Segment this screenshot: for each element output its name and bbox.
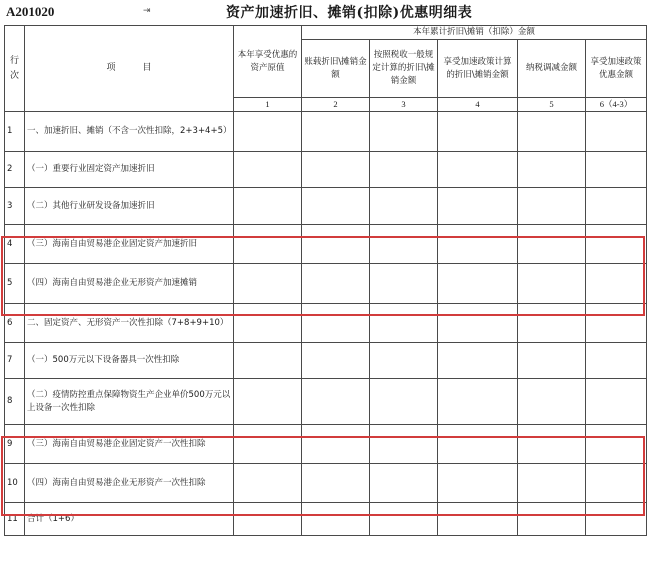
table-row xyxy=(5,343,647,379)
value-cell[interactable] xyxy=(370,343,438,379)
value-cell[interactable] xyxy=(518,112,586,152)
col-index-2: 2 xyxy=(302,98,370,112)
cursor-icon: ⇥ xyxy=(143,6,151,16)
row-number: 2 xyxy=(5,152,25,188)
row-label: （四）海南自由贸易港企业无形资产一次性扣除 xyxy=(25,464,234,503)
row-label: （三）海南自由贸易港企业固定资产加速折旧 xyxy=(25,225,234,264)
value-cell[interactable] xyxy=(518,379,586,425)
table-row xyxy=(5,112,647,152)
value-cell[interactable] xyxy=(586,152,647,188)
col6-header: 享受加速政策优惠金额 xyxy=(586,40,647,98)
row-label: 合计（1+6） xyxy=(25,503,234,536)
row-number: 4 xyxy=(5,225,25,264)
row-number-header: 行 次 xyxy=(5,26,25,112)
table-row xyxy=(5,379,647,425)
value-cell[interactable] xyxy=(518,152,586,188)
row-number: 10 xyxy=(5,464,25,503)
value-cell[interactable] xyxy=(438,112,518,152)
value-cell[interactable] xyxy=(302,188,370,225)
value-cell[interactable] xyxy=(518,343,586,379)
value-cell[interactable] xyxy=(234,343,302,379)
row-label: （一）500万元以下设备器具一次性扣除 xyxy=(25,343,234,379)
table-row xyxy=(5,188,647,225)
col2-header: 账载折旧\摊销金额 xyxy=(302,40,370,98)
value-cell[interactable] xyxy=(438,379,518,425)
value-cell[interactable] xyxy=(234,379,302,425)
value-cell[interactable] xyxy=(438,343,518,379)
value-cell[interactable] xyxy=(438,188,518,225)
value-cell[interactable] xyxy=(234,112,302,152)
value-cell[interactable] xyxy=(302,343,370,379)
col5-header: 纳税调减金额 xyxy=(518,40,586,98)
value-cell[interactable] xyxy=(302,112,370,152)
highlight-box-hainan-depreciation xyxy=(1,236,645,316)
row-label: （二）其他行业研发设备加速折旧 xyxy=(25,188,234,225)
highlight-box-hainan-deduction xyxy=(1,436,645,516)
row-number: 6 xyxy=(5,304,25,343)
group-header: 本年累计折旧\摊销（扣除）金额 xyxy=(302,26,647,40)
col-index-3: 3 xyxy=(370,98,438,112)
row-number: 7 xyxy=(5,343,25,379)
row-number: 1 xyxy=(5,112,25,152)
value-cell[interactable] xyxy=(518,188,586,225)
value-cell[interactable] xyxy=(586,188,647,225)
row-number: 9 xyxy=(5,425,25,464)
col-index-1: 1 xyxy=(234,98,302,112)
value-cell[interactable] xyxy=(586,343,647,379)
row-number: 8 xyxy=(5,379,25,425)
value-cell[interactable] xyxy=(370,112,438,152)
col-index-6: 6（4-3） xyxy=(586,98,647,112)
value-cell[interactable] xyxy=(586,112,647,152)
row-number: 3 xyxy=(5,188,25,225)
table-row xyxy=(5,152,647,188)
value-cell[interactable] xyxy=(438,152,518,188)
col4-header: 享受加速政策计算的折旧\摊销金额 xyxy=(438,40,518,98)
row-label: 二、固定资产、无形资产一次性扣除（7+8+9+10） xyxy=(25,304,234,343)
item-header: 项 目 xyxy=(25,26,234,112)
col1-header: 本年享受优惠的资产原值 xyxy=(234,26,302,98)
row-label: （一）重要行业固定资产加速折旧 xyxy=(25,152,234,188)
row-label: （二）疫情防控重点保障物资生产企业单价500万元以上设备一次性扣除 xyxy=(25,379,234,425)
col-index-5: 5 xyxy=(518,98,586,112)
row-number: 11 xyxy=(5,503,25,536)
form-code: A201020 xyxy=(6,4,55,19)
row-label: 一、加速折旧、摊销（不含一次性扣除，2+3+4+5） xyxy=(25,112,234,152)
form-title: 资产加速折旧、摊销(扣除)优惠明细表 xyxy=(226,5,473,21)
value-cell[interactable] xyxy=(370,152,438,188)
row-label: （三）海南自由贸易港企业固定资产一次性扣除 xyxy=(25,425,234,464)
value-cell[interactable] xyxy=(302,152,370,188)
value-cell[interactable] xyxy=(586,379,647,425)
col-index-4: 4 xyxy=(438,98,518,112)
value-cell[interactable] xyxy=(370,379,438,425)
value-cell[interactable] xyxy=(370,188,438,225)
col3-header: 按照税收一般规定计算的折旧\摊销金额 xyxy=(370,40,438,98)
value-cell[interactable] xyxy=(302,379,370,425)
row-label: （四）海南自由贸易港企业无形资产加速摊销 xyxy=(25,264,234,304)
row-number: 5 xyxy=(5,264,25,304)
value-cell[interactable] xyxy=(234,188,302,225)
value-cell[interactable] xyxy=(234,152,302,188)
